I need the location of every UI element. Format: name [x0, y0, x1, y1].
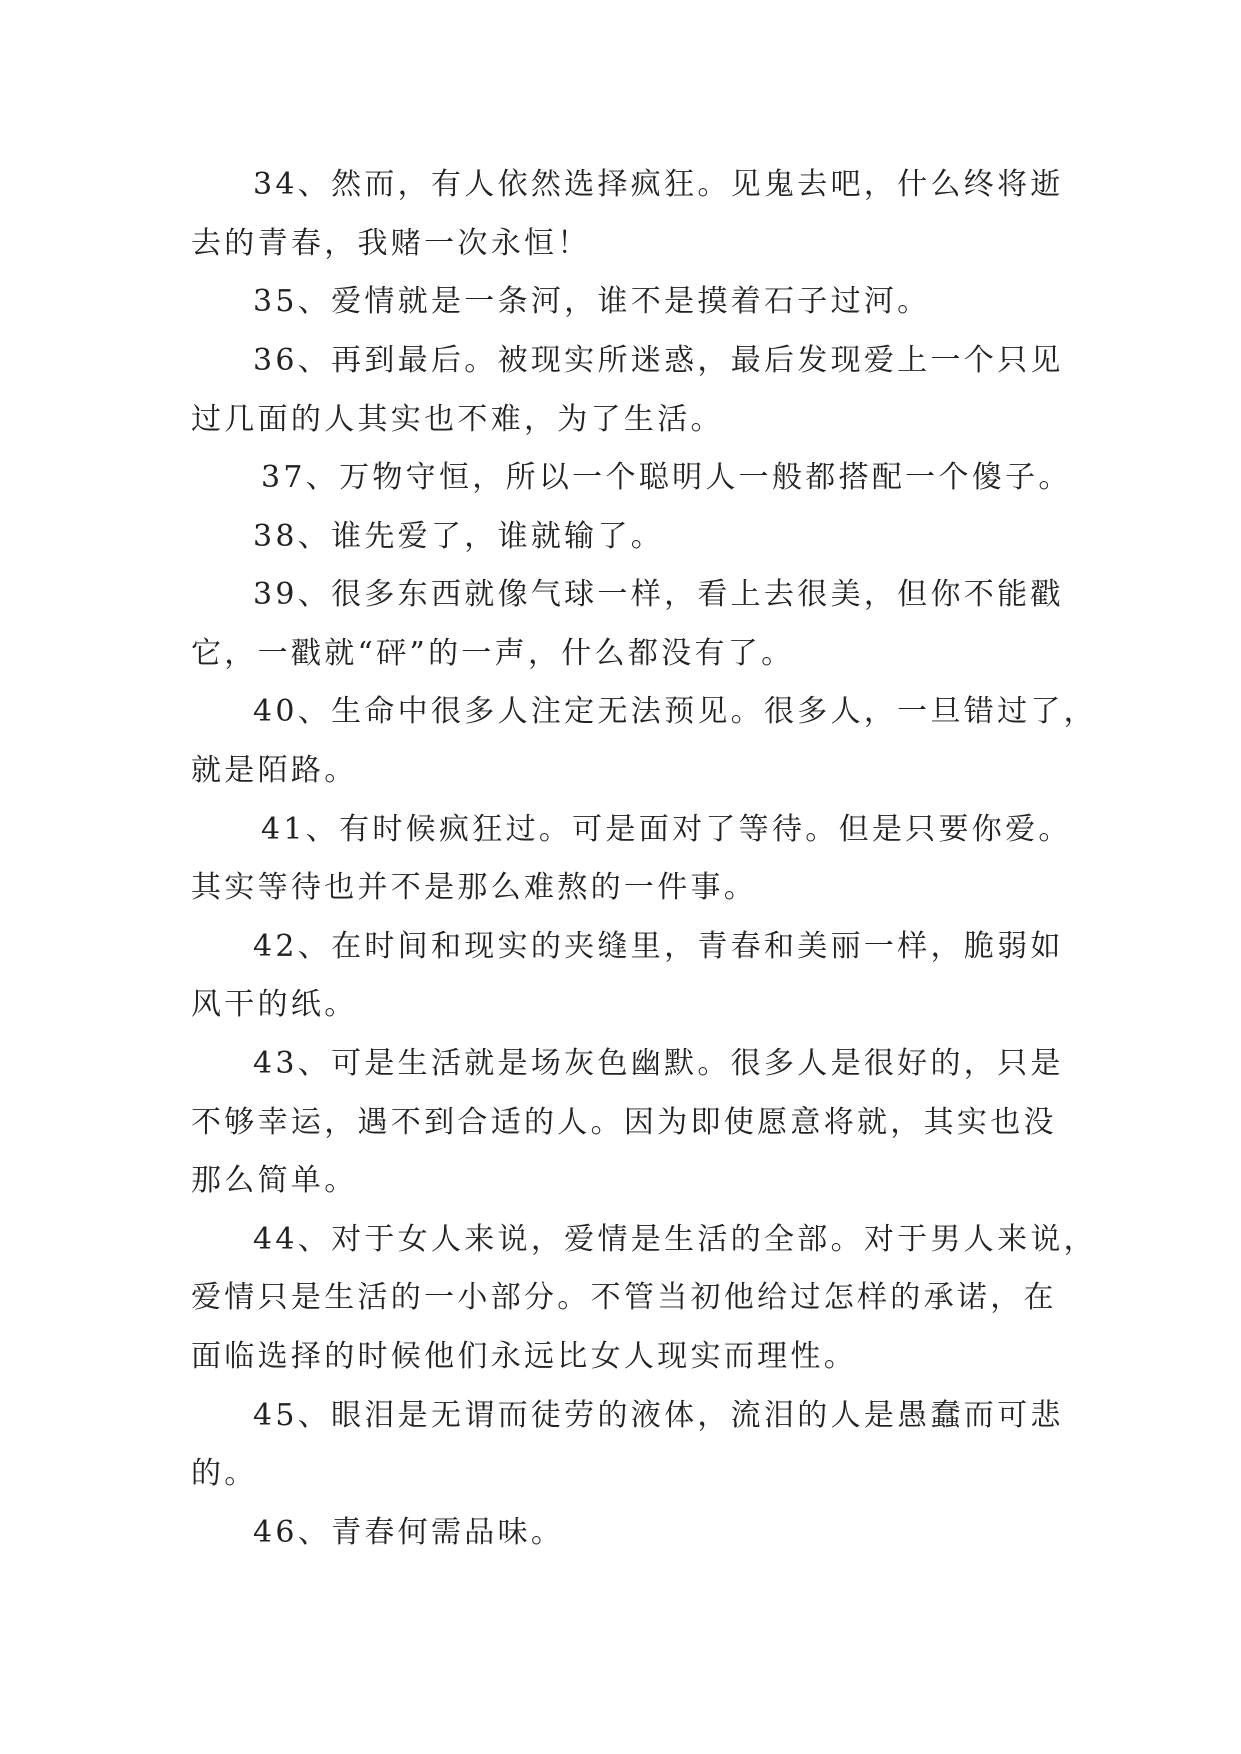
text-line: 40、生命中很多人注定无法预见。很多人，一旦错过了， — [253, 694, 1097, 729]
text-line: 45、眼泪是无谓而徒劳的液体，流泪的人是愚蠢而可悲 — [253, 1398, 1064, 1433]
text-line: 不够幸运，遇不到合适的人。因为即使愿意将就，其实也没 — [191, 1105, 1057, 1140]
text-line: 那么简单。 — [191, 1163, 358, 1198]
text-line: 的。 — [191, 1456, 258, 1491]
text-line: 39、很多东西就像气球一样，看上去很美，但你不能戳 — [253, 577, 1064, 612]
text-line: 爱情只是生活的一小部分。不管当初他给过怎样的承诺，在 — [191, 1280, 1057, 1315]
text-line: 42、在时间和现实的夹缝里，青春和美丽一样，脆弱如 — [253, 929, 1064, 964]
text-line: 其实等待也并不是那么难熬的一件事。 — [191, 870, 758, 905]
text-line: 35、爱情就是一条河，谁不是摸着石子过河。 — [253, 284, 931, 319]
text-line: 44、对于女人来说，爱情是生活的全部。对于男人来说， — [253, 1222, 1097, 1257]
text-line: 34、然而，有人依然选择疯狂。见鬼去吧，什么终将逝 — [253, 167, 1064, 202]
text-line: 过几面的人其实也不难，为了生活。 — [191, 402, 724, 437]
text-line: 去的青春，我赌一次永恒！ — [191, 226, 591, 261]
text-line: 43、可是生活就是场灰色幽默。很多人是很好的，只是 — [253, 1046, 1064, 1081]
text-line: 41、有时候疯狂过。可是面对了等待。但是只要你爱。 — [261, 812, 1072, 847]
text-line: 就是陌路。 — [191, 753, 358, 788]
text-line: 风干的纸。 — [191, 987, 358, 1022]
text-line: 面临选择的时候他们永远比女人现实而理性。 — [191, 1339, 857, 1374]
text-line: 37、万物守恒，所以一个聪明人一般都搭配一个傻子。 — [261, 460, 1072, 495]
text-line: 46、青春何需品味。 — [253, 1515, 565, 1550]
text-line: 38、谁先爱了，谁就输了。 — [253, 519, 665, 554]
text-line: 它，一戳就“砰”的一声，什么都没有了。 — [191, 636, 795, 671]
text-line: 36、再到最后。被现实所迷惑，最后发现爱上一个只见 — [253, 343, 1064, 378]
